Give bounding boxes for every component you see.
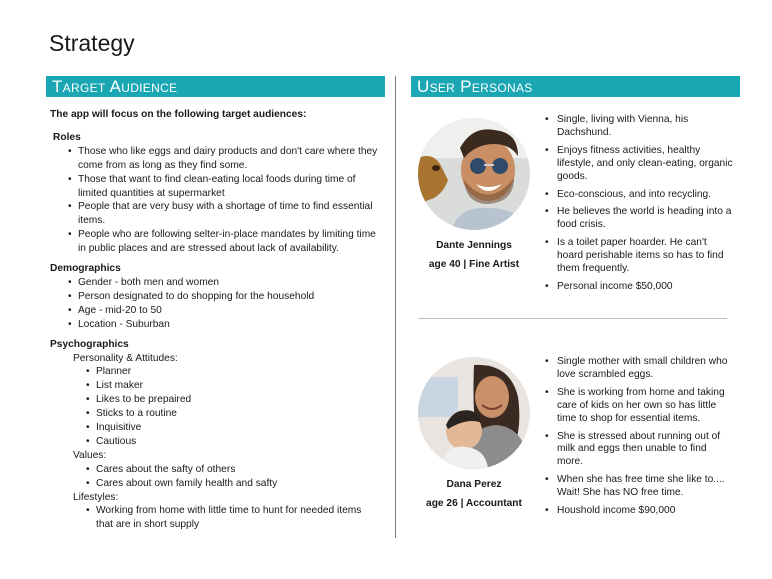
list-item: • Person designated to do shopping for the household [50, 290, 380, 304]
list-item: • Single mother with small children who love scrambled eggs. [545, 356, 735, 382]
values-label: Values: [73, 449, 107, 461]
demographics-list [50, 276, 380, 332]
list-item: • Houshold income $90,000 [545, 505, 735, 518]
list-item: • She is stressed about running out of milk and eggs then unable to find more. [545, 431, 735, 470]
personality-list [50, 365, 380, 448]
persona-photo-dante [418, 118, 530, 230]
list-item: • People who are following selter-in-place mandates by limiting time in public places and are stressed about lack of availability. [50, 228, 380, 256]
list-item: • Planner [50, 365, 380, 379]
list-item: • Inquisitive [50, 421, 380, 435]
persona-name-dana: Dana Perez [446, 479, 502, 490]
lifestyles-label: Lifestyles: [73, 491, 119, 503]
target-audience-section [50, 108, 380, 532]
demographics-heading: Demographics [50, 263, 121, 275]
list-item: • He believes the world is heading into a food crisis. [545, 206, 735, 232]
lifestyles-list [50, 504, 380, 532]
list-item: • Enjoys fitness activities, healthy lifestyle, and only clean-eating, organic goods. [545, 145, 735, 184]
list-item: • Those who like eggs and dairy products and don't care where they come from as long as they find some. [50, 145, 380, 173]
list-item: • Cares about own family health and safty [50, 477, 380, 491]
column-divider [395, 76, 396, 538]
list-item: • Working from home with little time to hunt for needed items that are in short supply [50, 504, 380, 532]
persona-subtitle-dana: age 26 | Accountant [426, 498, 522, 509]
roles-list [50, 145, 380, 256]
list-item: • Those that want to find clean-eating local foods during time of limited quantities at supermarket [50, 173, 380, 201]
target-audience-header: Target Audience [46, 76, 385, 97]
persona-divider [418, 318, 727, 319]
persona-photo-dana [418, 357, 530, 469]
list-item: • Personal income $50,000 [545, 281, 735, 294]
persona-name-dante: Dante Jennings [436, 240, 512, 251]
list-item: • Likes to be prepaired [50, 393, 380, 407]
list-item: • Eco-conscious, and into recycling. [545, 189, 735, 202]
user-personas-header: User Personas [411, 76, 740, 97]
list-item: • Gender - both men and women [50, 276, 380, 290]
psychographics-heading: Psychographics [50, 338, 129, 350]
target-audience-intro: The app will focus on the following target audiences: [50, 109, 307, 120]
list-item: • Sticks to a routine [50, 407, 380, 421]
list-item: • Age - mid-20 to 50 [50, 304, 380, 318]
roles-heading: Roles [53, 131, 81, 143]
list-item: • When she has free time she like to.... Wait! She has NO free time. [545, 474, 735, 500]
persona-traits-dante [545, 114, 735, 299]
personality-label: Personality & Attitudes: [73, 352, 178, 364]
list-item: • List maker [50, 379, 380, 393]
persona-traits-dana [545, 356, 735, 523]
list-item: • Is a toilet paper hoarder. He can't hoard perishable items so has to find them frequently. [545, 237, 735, 276]
values-list [50, 463, 380, 491]
list-item: • People that are very busy with a shortage of time to find essential items. [50, 200, 380, 228]
list-item: • Cares about the safty of others [50, 463, 380, 477]
persona-subtitle-dante: age 40 | Fine Artist [428, 259, 520, 270]
list-item: • Single, living with Vienna, his Dachshund. [545, 114, 735, 140]
page-title: Strategy [49, 30, 135, 56]
list-item: • Cautious [50, 435, 380, 449]
list-item: • She is working from home and taking care of kids on her own so has little time to shop for essential items. [545, 387, 735, 426]
list-item: • Location - Suburban [50, 318, 380, 332]
